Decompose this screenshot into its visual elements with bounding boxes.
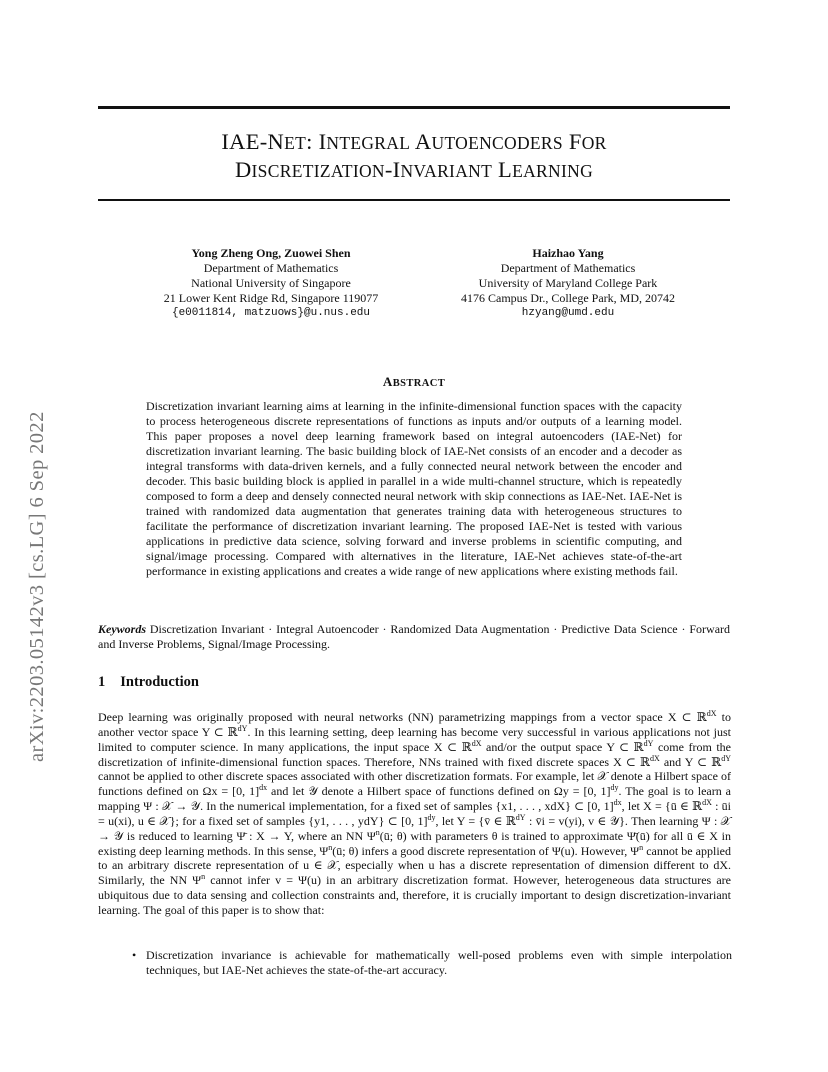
author-block-right xyxy=(432,246,704,321)
author-address: 21 Lower Kent Ridge Rd, Singapore 119077 xyxy=(163,291,379,305)
superscript: dX xyxy=(471,738,482,748)
abstract-text: Discretization invariant learning aims at learning in the infinite-dimensional function spaces with the capacity to process heterogeneous discrete representations of functions as inputs and/or outputs of a learning model. This paper proposes a novel deep learning framework based on integral autoencoders (IAE-Net) for discretization invariant learning. The basic building block of IAE-Net consists of an encoder and a decoder as integral transforms with data-driven kernels, and a fully connected neural network between the encoder and decoder. This basic building block is applied in parallel in a wide multi-channel structure, which is repeatedly composed to form a deep and densely connected neural network with skip connections as IAE-Net. IAE-Net is trained with randomized data augmentation that generates training data with heterogeneous structures to facilitate the performance of discretization invariant learning. The proposed IAE-Net is tested with various applications in predictive data science, solving forward and inverse problems in scientific computing, and signal/image processing. Compared with alternatives in the literature, IAE-Net achieves state-of-the-art performance in existing applications and creates a wide range of new applications where existing methods fail. xyxy=(146,399,682,578)
superscript: dY xyxy=(237,723,248,733)
keywords-label: Keywords xyxy=(98,622,146,636)
abstract-heading xyxy=(98,374,730,390)
superscript: n xyxy=(375,827,380,837)
superscript: dX xyxy=(650,753,660,763)
keywords xyxy=(98,622,730,652)
arxiv-identifier: arXiv:2203.05142v3 [cs.LG] 6 Sep 2022 xyxy=(26,411,48,762)
author-block-left xyxy=(138,246,404,321)
superscript: dX xyxy=(702,798,712,808)
superscript: n xyxy=(328,842,333,852)
author-names: Yong Zheng Ong, Zuowei Shen xyxy=(191,246,351,260)
section-number: 1 xyxy=(98,674,106,690)
author-names: Haizhao Yang xyxy=(532,246,604,260)
superscript: dy xyxy=(427,812,436,822)
abstract-heading-text: ABSTRACT xyxy=(382,374,446,389)
title-bottom-rule xyxy=(98,199,730,201)
superscript: dY xyxy=(515,812,526,822)
paper-title-line-1-text: IAE-NET: INTEGRAL AUTOENCODERS FOR xyxy=(221,129,607,154)
author-institution: University of Maryland College Park xyxy=(478,276,658,290)
author-address: 4176 Campus Dr., College Park, MD, 20742 xyxy=(461,291,675,305)
superscript: n xyxy=(201,872,206,882)
author-department: Department of Mathematics xyxy=(500,261,636,275)
superscript: n xyxy=(639,842,644,852)
section-title: Introduction xyxy=(120,674,199,690)
author-department: Department of Mathematics xyxy=(203,261,339,275)
author-email: {e0011814, matzuows}@u.nus.edu xyxy=(171,307,371,319)
contribution-list xyxy=(132,948,732,978)
paper-title-line-2 xyxy=(98,156,730,185)
author-email: hzyang@umd.edu xyxy=(521,307,615,319)
superscript: dy xyxy=(610,783,619,793)
superscript: dY xyxy=(643,738,654,748)
introduction-paragraph: Deep learning was originally proposed with neural networks (NN) parametrizing mappings from a vector space X ⊂ ℝ$^{dX}$ to another vector space Y ⊂ ℝ$^{dY}$. In this learning setting, deep learning has become very successful in various applications not just limited to computer science. In many applications, the input space X ⊂ ℝ$^{dX}$ and/or the output space Y ⊂ ℝ$^{dY}$ come from the discretization of infinite-dimensional function spaces. Therefore, NNs trained with fixed discrete spaces X ⊂ ℝ$^{dX}$ and Y ⊂ ℝ$^{dY}$ cannot be applied to other discrete spaces associated with other discretization formats. For example, let 𝒳 denote a Hilbert space of functions defined on Ωx = [0, 1]$^{dx}$ and let 𝒴 denote a Hilbert space of functions defined on Ωy = [0, 1]$^{dy}$. The goal is to learn a mapping Ψ : 𝒳 → 𝒴. In the numerical implementation, for a fixed set of samples {x1, . . . , xdX} ⊂ [0, 1]$^{dx}$, let X = {ū ∈ ℝ$^{dX}$ : ūi = u(xi), u ∈ 𝒳}; for a fixed set of samples {y1, . . . , ydY} ⊂ [0, 1]$^{dy}$, let Y = {v̄ ∈ ℝ$^{dY}$ : v̄i = v(yi), v ∈ 𝒴}. Then learning Ψ : 𝒳 → 𝒴 is reduced to learning Ψ̄ : X → Y, where an NN $\Psi^n(ū$; θ) with parameters θ is trained to approximate Ψ̄(ū) for all ū ∈ X in existing deep learning methods. In this sense, $\Psi^n(ū$; θ) infers a good discrete representation of Ψ(u). However, $\Psi^n$ cannot be applied to an arbitrary discrete representation of u ∈ 𝒳, especially when u has a discrete representation of dimension different to dX. Similarly, the NN $\Psi^n$ cannot infer v = Ψ(u) in an arbitrary discretization format. However, heterogeneous data structures are ubiquitous due to data sensing and collection constraints and, therefore, it is crucially important to design discretization-invariant learning. The goal of this paper is to show that: xyxy=(98,709,732,917)
superscript: dx xyxy=(613,798,622,808)
paper-title-line-2-text: DISCRETIZATION-INVARIANT LEARNING xyxy=(234,157,594,182)
title-top-rule xyxy=(98,106,730,109)
paper-title-line-1 xyxy=(98,128,730,157)
list-item: • Discretization invariance is achievable for mathematically well-posed problems even with simple interpolation techniques, but IAE-Net achieves the state-of-the-art accuracy. xyxy=(132,948,732,978)
superscript: dX xyxy=(706,709,717,718)
superscript: dY xyxy=(721,753,731,763)
superscript: dx xyxy=(259,783,268,793)
section-heading xyxy=(98,674,199,691)
author-institution: National University of Singapore xyxy=(191,276,351,290)
keywords-text: Discretization Invariant · Integral Autoencoder · Randomized Data Augmentation · Predictive Data Science · Forward and Inverse Problems, Signal/Image Processing. xyxy=(98,622,731,651)
